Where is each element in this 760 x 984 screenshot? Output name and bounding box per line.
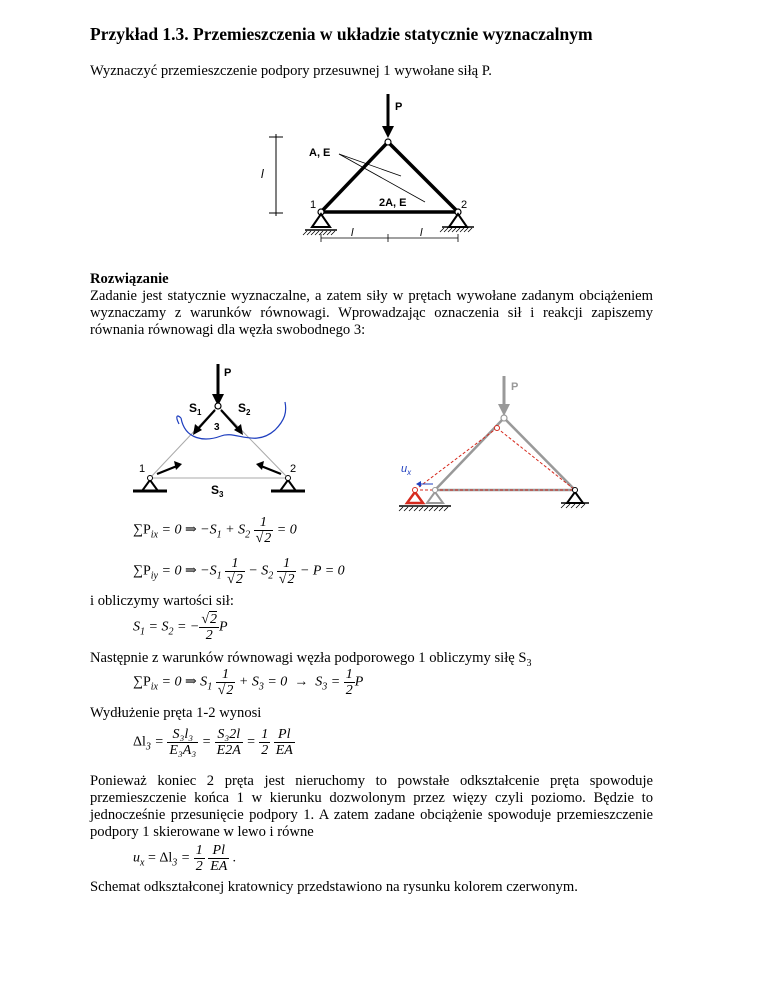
bar-label-top: A, E bbox=[309, 147, 331, 159]
equation-s1-s2: $S_1 = S_2$ = − $\frac{√2}{2}$ P bbox=[133, 612, 228, 643]
solution-heading: Rozwiązanie bbox=[90, 271, 169, 287]
equation-sum-py: $\sum P_{iy} = 0$ ⇒ $-S_1$ $\frac{1}{√2}$ − $S_2$ $\frac{1}{√2}$ − P = 0 bbox=[133, 556, 345, 587]
undeformed-support-1 bbox=[427, 492, 443, 503]
node-3 bbox=[215, 403, 221, 409]
support-1 bbox=[142, 480, 158, 491]
bar-label-bottom: 2A, E bbox=[379, 197, 407, 209]
node-equilibrium-figure bbox=[125, 360, 315, 500]
support-2 bbox=[449, 214, 467, 227]
deformed-support-1 bbox=[407, 492, 423, 503]
s1-label: $S_1$ bbox=[189, 401, 202, 417]
load-label: P bbox=[224, 367, 232, 379]
equation-ux: $u_x = \Delta l_3$ = $\frac{1}{2}$ $\frac{Pl}{EA}$ . bbox=[133, 843, 237, 874]
node-3 bbox=[385, 139, 391, 145]
ux-label: $u_x$ bbox=[401, 463, 412, 477]
undeformed-bar-3-2 bbox=[504, 418, 575, 490]
solution-paragraph: Zadanie jest statycznie wyznaczalne, a zatem siły w prętach wywołane zadanym obciążeniem wyznaczamy z warunków równowagi. Wprowadzając oznaczenia sił i reakcji zapiszemy równania równowagi dla węzła swobodnego 3: bbox=[90, 288, 653, 338]
s2-label: $S_2$ bbox=[238, 401, 251, 417]
closing-text: Schemat odkształconej kratownicy przedstawiono na rysunku kolorem czerwonym. bbox=[90, 879, 578, 895]
deformed-bar-3-2 bbox=[497, 428, 575, 490]
support-2 bbox=[567, 492, 583, 503]
truss-figure bbox=[255, 90, 485, 250]
load-label: P bbox=[395, 101, 403, 113]
undeformed-bar-1-3 bbox=[435, 418, 504, 490]
span-right-label: l bbox=[420, 227, 423, 239]
bar-1-3 bbox=[321, 142, 388, 212]
support-2 bbox=[280, 480, 296, 491]
node-3-label: 3 bbox=[214, 422, 220, 433]
page-title: Przykład 1.3. Przemieszczenia w układzie statycznie wyznaczalnym bbox=[90, 24, 593, 44]
node-1-label: 1 bbox=[310, 199, 317, 211]
node-1-label: 1 bbox=[139, 463, 146, 475]
equation-s3: $\sum P_{ix} = 0$ ⇒ $S_1$ $\frac{1}{√2}$ + $S_3 = 0 \to S_3$ = $\frac{1}{2}$ P bbox=[133, 667, 364, 698]
node-2-label: 2 bbox=[290, 463, 297, 475]
height-label: l bbox=[261, 167, 264, 181]
span-left-label: l bbox=[351, 227, 354, 239]
deformed-bar-1-3 bbox=[415, 428, 497, 490]
s3-label: $S_3$ bbox=[211, 483, 224, 499]
equation-elongation: $\Delta l_3$ = $\frac{\text{S₃l₃}}{\text{E₃A₃}}$ = $\frac{\text{S₃2l}}{E2A}$ = $\frac{1}{2}$ $\frac{Pl}{EA}$ bbox=[133, 727, 293, 758]
support-text: Następnie z warunków równowagi węzła podporowego 1 obliczymy siłę $S_3$ bbox=[90, 650, 532, 669]
conclusion-paragraph: Ponieważ koniec 2 pręta jest nieruchomy to powstałe odkształcenie pręta spowoduje przemieszczenie końca 1 w kierunku dozwolonym przez więzy czyli poziomo. Będzie to jednocześnie przesunięcie podpory 1. A zatem zadane obciążenie spowoduje przemieszczenie podpory 1 skierowane w lewo i równe bbox=[90, 773, 653, 840]
deformed-truss-figure bbox=[395, 372, 595, 517]
compute-text: i obliczymy wartości sił: bbox=[90, 593, 234, 609]
load-label: P bbox=[511, 381, 519, 393]
equation-sum-px: $\sum P_{ix} = 0$ ⇒ $-S_1 + S_2$ $\frac{1}{√2}$ = 0 bbox=[133, 515, 297, 546]
node-2-label: 2 bbox=[461, 199, 468, 211]
elongation-text: Wydłużenie pręta 1-2 wynosi bbox=[90, 705, 262, 721]
intro-text: Wyznaczyć przemieszczenie podpory przesuwnej 1 wywołane siłą P. bbox=[90, 63, 492, 79]
s2-arrow bbox=[221, 410, 239, 430]
support-1 bbox=[312, 214, 330, 227]
